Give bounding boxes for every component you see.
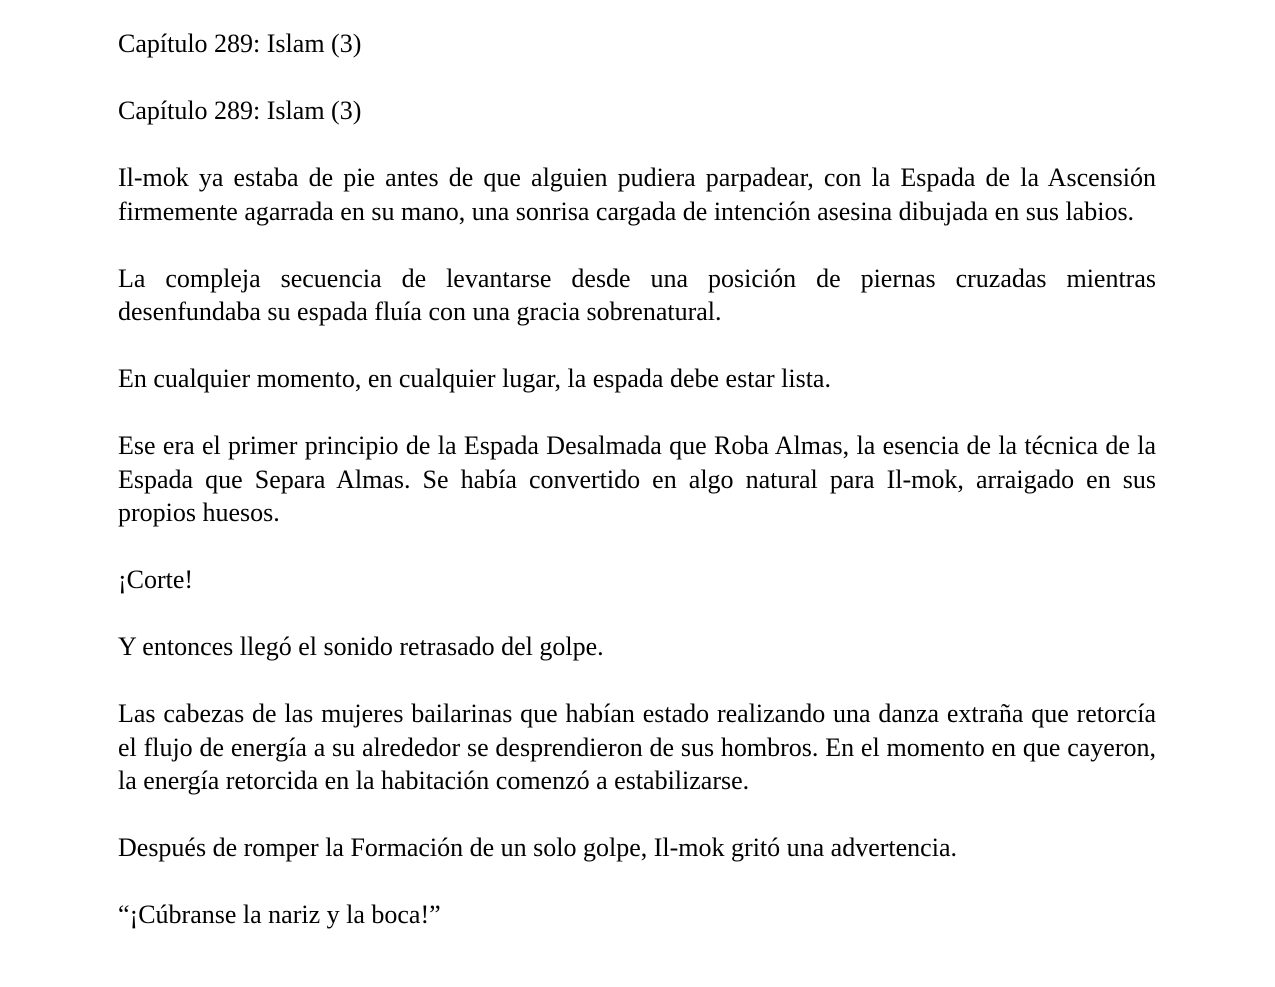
- chapter-header: Capítulo 289: Islam (3): [118, 29, 362, 58]
- paragraph-2: La compleja secuencia de levantarse desde una posición de piernas cruzadas mientras desenfundaba su espada fluía con una gracia sobrenatural.: [118, 263, 1156, 326]
- paragraph-4: Ese era el primer principio de la Espada Desalmada que Roba Almas, la esencia de la técnica de la Espada que Separa Almas. Se había convertido en algo natural para Il-mok, arraigado en sus propios huesos.: [118, 431, 1156, 527]
- paragraph-3: En cualquier momento, en cualquier lugar, la espada debe estar lista.: [118, 364, 831, 393]
- paragraph-5: ¡Corte!: [118, 565, 194, 594]
- paragraph-9: “¡Cúbranse la nariz y la boca!”: [118, 900, 441, 929]
- paragraph-8: Después de romper la Formación de un solo golpe, Il-mok gritó una advertencia.: [118, 833, 957, 862]
- chapter-title: Capítulo 289: Islam (3): [118, 96, 362, 125]
- paragraph-7: Las cabezas de las mujeres bailarinas que habían estado realizando una danza extraña que retorcía el flujo de energía a su alrededor se desprendieron de sus hombros. En el momento en que cayeron, la energía retorcida en la habitación comenzó a estabilizarse.: [118, 699, 1156, 795]
- paragraph-1: Il-mok ya estaba de pie antes de que alguien pudiera parpadear, con la Espada de la Ascensión firmemente agarrada en su mano, una sonrisa cargada de intención asesina dibujada en sus labios.: [118, 163, 1156, 226]
- document-page: [118, 27, 1156, 932]
- paragraph-6: Y entonces llegó el sonido retrasado del golpe.: [118, 632, 604, 661]
